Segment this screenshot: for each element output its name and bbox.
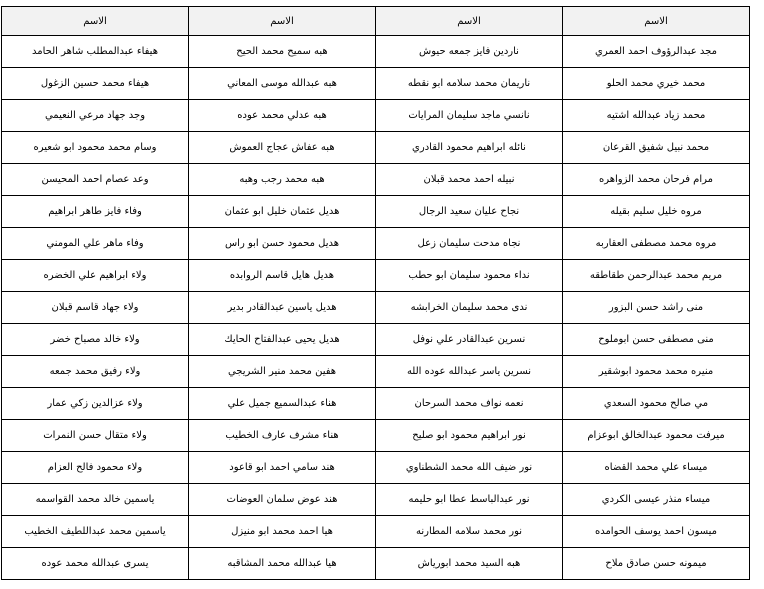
table-row xyxy=(2,324,750,356)
name-cell: ناريمان محمد سلامه ابو نقطه xyxy=(376,68,563,100)
name-cell: نور محمد سلامه المطارنه xyxy=(376,516,563,548)
name-cell: محمد نبيل شفيق القرعان xyxy=(563,132,750,164)
name-cell: هبه عفاش عجاج العموش xyxy=(189,132,376,164)
column-header-name: الاسم xyxy=(2,7,189,36)
name-cell: هبه عبدالله موسى المعاني xyxy=(189,68,376,100)
name-cell: وفاء فايز طاهر ابراهيم xyxy=(2,196,189,228)
name-cell: هفين محمد منير الشريجي xyxy=(189,356,376,388)
table-row xyxy=(2,196,750,228)
name-cell: ولاء رفيق محمد جمعه xyxy=(2,356,189,388)
name-cell: محمد خيري محمد الحلو xyxy=(563,68,750,100)
name-cell: هديل محمود حسن ابو راس xyxy=(189,228,376,260)
table-row xyxy=(2,228,750,260)
name-cell: هناء عبدالسميع جميل علي xyxy=(189,388,376,420)
table-row xyxy=(2,100,750,132)
name-cell: هناء مشرف عارف الخطيب xyxy=(189,420,376,452)
name-cell: ميساء منذر عيسى الكردي xyxy=(563,484,750,516)
name-cell: ياسمين محمد عبداللطيف الخطيب xyxy=(2,516,189,548)
name-cell: هيفاء عبدالمطلب شاهر الحامد xyxy=(2,36,189,68)
header-row xyxy=(2,7,750,36)
name-cell: ياسمين خالد محمد القواسمه xyxy=(2,484,189,516)
name-cell: نجاه مدحت سليمان زعل xyxy=(376,228,563,260)
name-cell: وعد عصام احمد المحيسن xyxy=(2,164,189,196)
name-cell: نسرين عبدالقادر علي نوفل xyxy=(376,324,563,356)
name-cell: منى مصطفى حسن ابوملوح xyxy=(563,324,750,356)
name-cell: نانسي ماجد سليمان المرايات xyxy=(376,100,563,132)
table-row xyxy=(2,388,750,420)
name-cell: هبه سميح محمد الحيح xyxy=(189,36,376,68)
name-cell: هديل هايل قاسم الروابده xyxy=(189,260,376,292)
name-cell: مريم محمد عبدالرحمن طقاطقه xyxy=(563,260,750,292)
name-cell: ميسون احمد يوسف الحوامده xyxy=(563,516,750,548)
name-cell: هديل ياسين عبدالقادر بدير xyxy=(189,292,376,324)
name-cell: ولاء ابراهيم علي الخضره xyxy=(2,260,189,292)
name-cell: ولاء جهاد قاسم قبلان xyxy=(2,292,189,324)
name-cell: هيا احمد محمد ابو منيزل xyxy=(189,516,376,548)
table-row xyxy=(2,548,750,580)
name-cell: ندى محمد سليمان الخرابشه xyxy=(376,292,563,324)
table-row xyxy=(2,36,750,68)
name-cell: مجد عبدالرؤوف احمد العمري xyxy=(563,36,750,68)
name-cell: نور ابراهيم محمود ابو صليح xyxy=(376,420,563,452)
name-cell: هند عوض سلمان العوضات xyxy=(189,484,376,516)
name-cell: نور ضيف الله محمد الشطناوي xyxy=(376,452,563,484)
name-cell: نور عبدالباسط عطا ابو حليمه xyxy=(376,484,563,516)
name-cell: مي صالح محمود السعدي xyxy=(563,388,750,420)
table-row xyxy=(2,292,750,324)
name-cell: هند سامي احمد ابو قاعود xyxy=(189,452,376,484)
name-cell: هديل عثمان خليل ابو عثمان xyxy=(189,196,376,228)
name-cell: مرام فرحان محمد الزواهره xyxy=(563,164,750,196)
name-cell: مروه خليل سليم بقيله xyxy=(563,196,750,228)
name-cell: نجاح عليان سعيد الرجال xyxy=(376,196,563,228)
name-cell: وفاء ماهر علي المومني xyxy=(2,228,189,260)
name-cell: نعمه نواف محمد السرحان xyxy=(376,388,563,420)
name-cell: هبه عدلي محمد عوده xyxy=(189,100,376,132)
table-row xyxy=(2,420,750,452)
name-cell: ناردين فايز جمعه حيوش xyxy=(376,36,563,68)
table-row xyxy=(2,260,750,292)
table-body xyxy=(2,36,750,580)
name-cell: ولاء خالد مصباح خضر xyxy=(2,324,189,356)
name-cell: هديل يحيى عبدالفتاح الحايك xyxy=(189,324,376,356)
table-row xyxy=(2,356,750,388)
table-row xyxy=(2,484,750,516)
table-row xyxy=(2,452,750,484)
name-cell: نائله ابراهيم محمود القادري xyxy=(376,132,563,164)
name-cell: وجد جهاد مرعي النعيمي xyxy=(2,100,189,132)
name-cell: هبه السيد محمد ابورياش xyxy=(376,548,563,580)
name-cell: ميمونه حسن صادق ملاح xyxy=(563,548,750,580)
name-cell: ميرفت محمود عبدالخالق ابوعزام xyxy=(563,420,750,452)
name-cell: مروه محمد مصطفى العقاربه xyxy=(563,228,750,260)
name-cell: هبه محمد رجب وهبه xyxy=(189,164,376,196)
name-cell: هيا عبدالله محمد المشاقبه xyxy=(189,548,376,580)
names-table xyxy=(1,6,750,580)
column-header-name: الاسم xyxy=(563,7,750,36)
table-row xyxy=(2,164,750,196)
name-cell: وسام محمد محمود ابو شعيره xyxy=(2,132,189,164)
name-cell: منى راشد حسن البزور xyxy=(563,292,750,324)
name-cell: محمد زياد عبدالله اشتيه xyxy=(563,100,750,132)
name-cell: نبيله احمد محمد قبلان xyxy=(376,164,563,196)
name-cell: هيفاء محمد حسين الزغول xyxy=(2,68,189,100)
name-cell: ميساء علي محمد القضاه xyxy=(563,452,750,484)
name-cell: ولاء محمود فالح العزام xyxy=(2,452,189,484)
column-header-name: الاسم xyxy=(376,7,563,36)
column-header-name: الاسم xyxy=(189,7,376,36)
table-row xyxy=(2,516,750,548)
name-cell: ولاء متقال حسن النمرات xyxy=(2,420,189,452)
name-cell: نداء محمود سليمان ابو حطب xyxy=(376,260,563,292)
name-cell: ولاء عزالدين زكي عمار xyxy=(2,388,189,420)
name-cell: يسرى عبدالله محمد عوده xyxy=(2,548,189,580)
table-row xyxy=(2,68,750,100)
names-table-container xyxy=(1,6,750,580)
name-cell: نسرين ياسر عبدالله عوده الله xyxy=(376,356,563,388)
table-row xyxy=(2,132,750,164)
name-cell: منيره محمد محمود ابوشقير xyxy=(563,356,750,388)
